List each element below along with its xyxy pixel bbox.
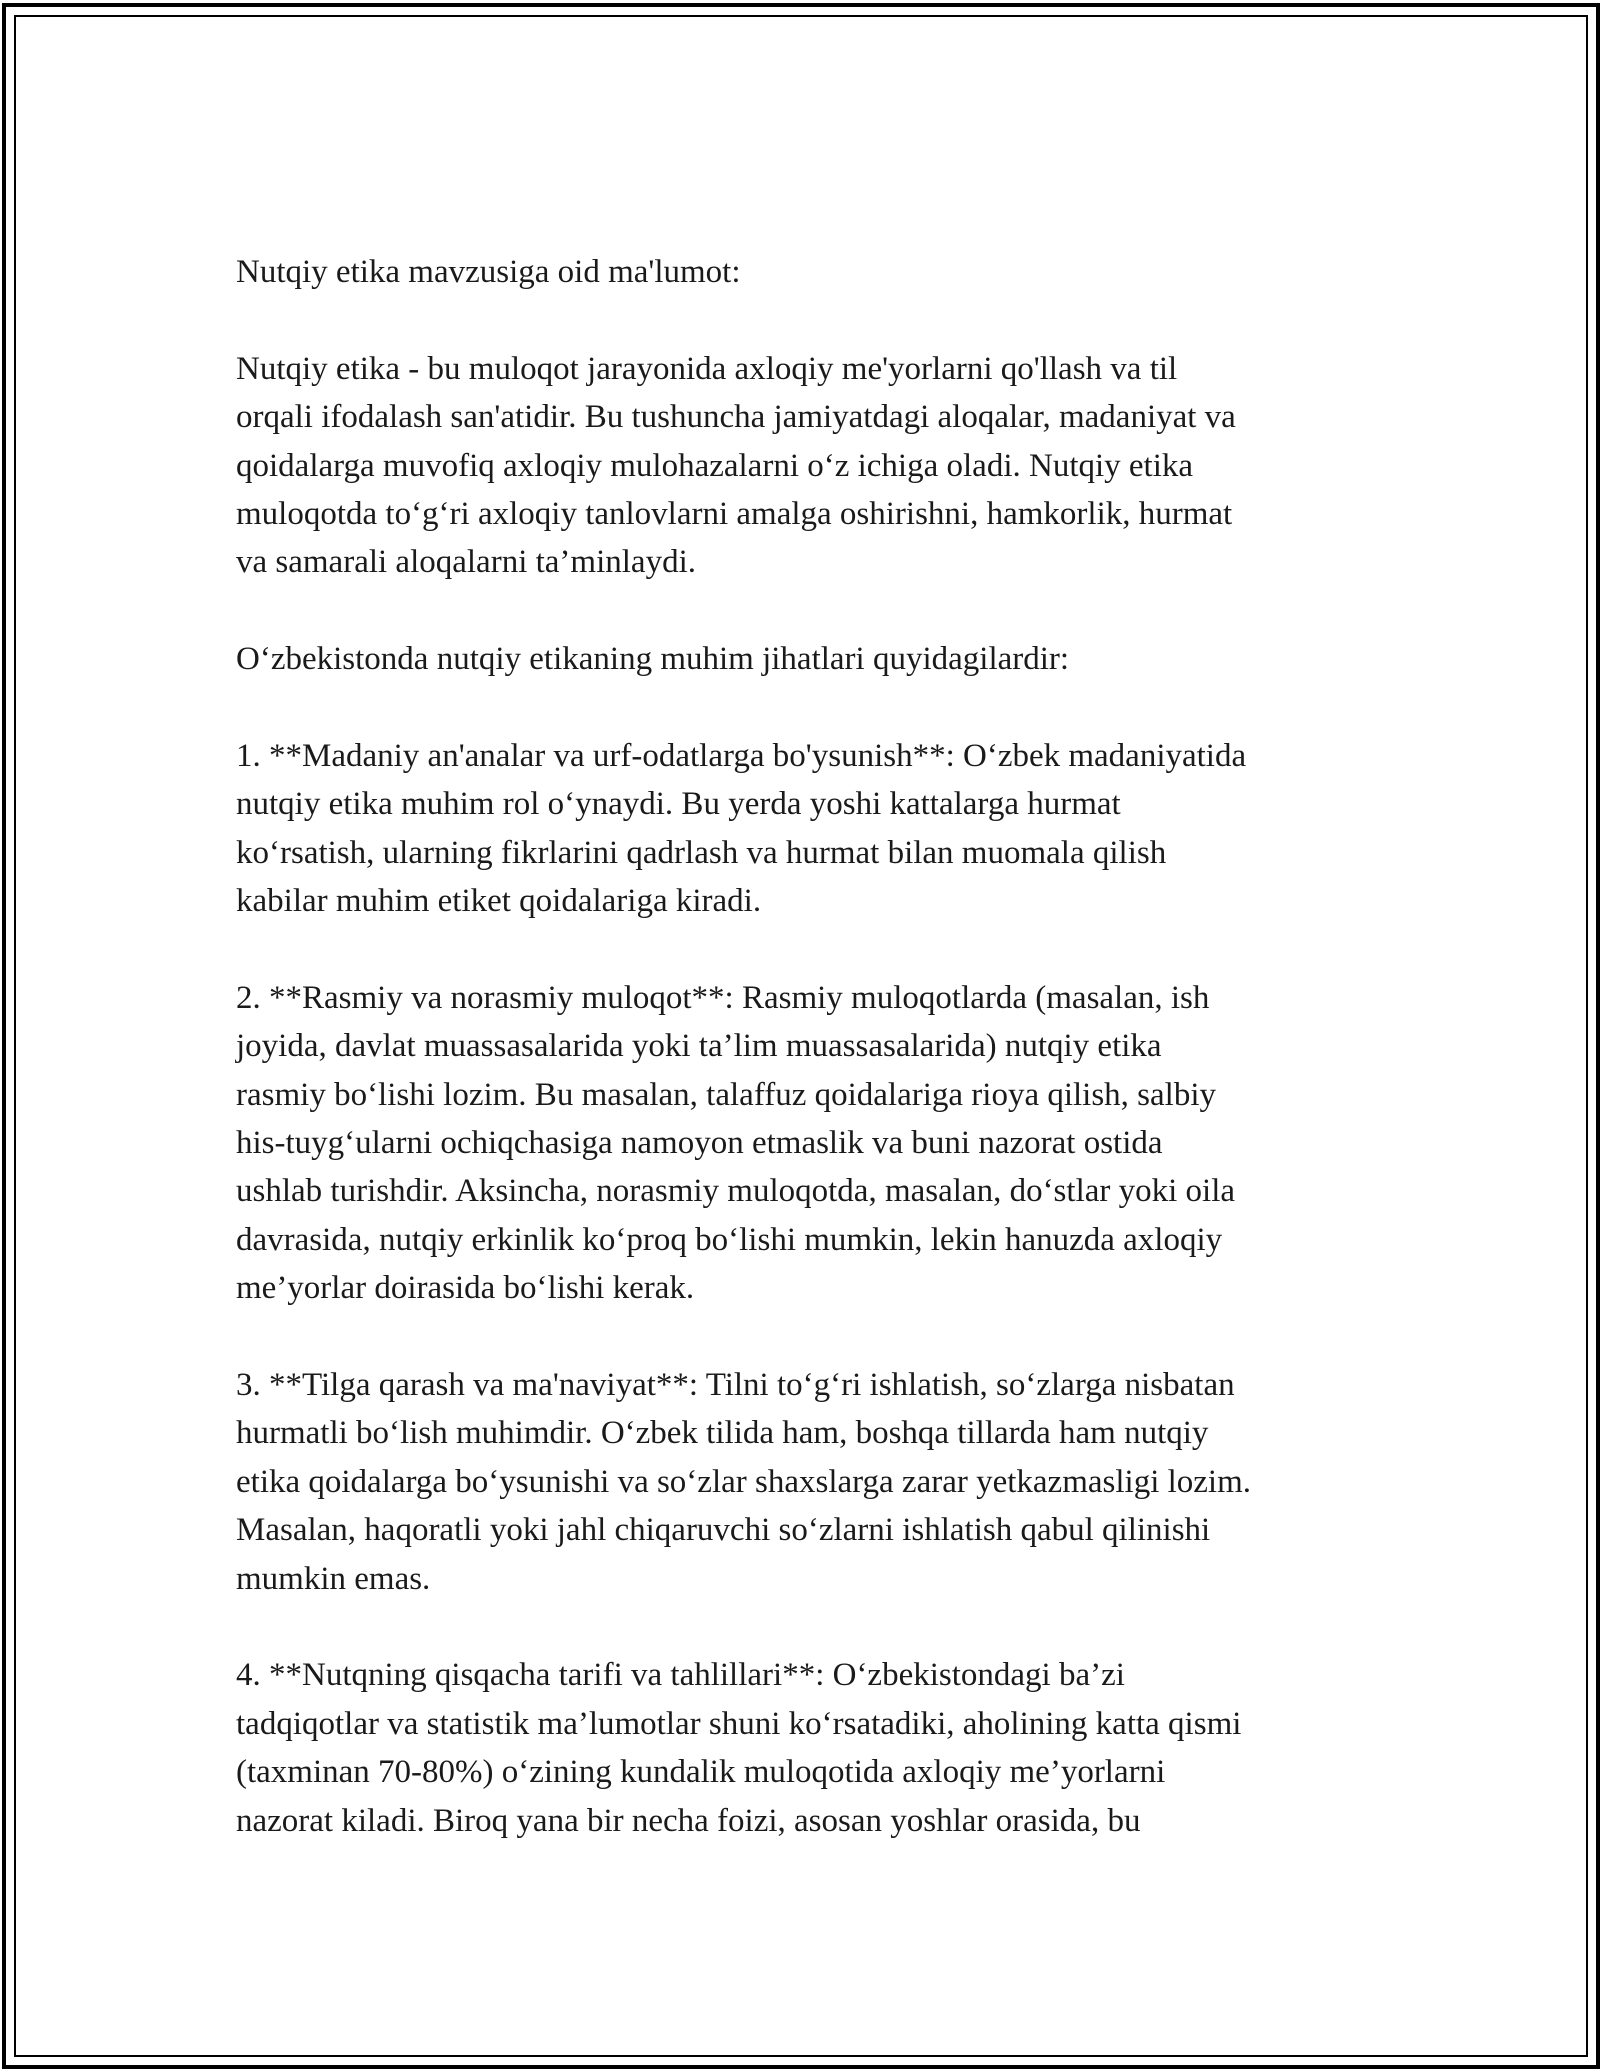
point-line: mumkin emas. [236, 1560, 431, 1597]
point-line: ushlab turishdir. Aksincha, norasmiy muloqotda, masalan, doʻstlar yoki oila [236, 1173, 1236, 1210]
point-line: rasmiy boʻlishi lozim. Bu masalan, talaffuz qoidalariga rioya qilish, salbiy [236, 1076, 1217, 1113]
point-line: nazorat kiladi. Biroq yana bir necha foizi, asosan yoshlar orasida, bu [236, 1802, 1141, 1839]
intro-paragraph [236, 345, 1386, 587]
intro-line: va samarali aloqalarni ta’minlaydi. [236, 544, 696, 581]
point-line: nutqiy etika muhim rol oʻynaydi. Bu yerda yoshi kattalarga hurmat [236, 786, 1121, 823]
paragraph-gap [236, 1313, 1386, 1361]
paragraph-gap [236, 925, 1386, 973]
intro-line: Nutqiy etika - bu muloqot jarayonida axloqiy me'yorlarni qo'llash va til [236, 350, 1178, 387]
point-4-paragraph [236, 1651, 1386, 1845]
point-line: (taxminan 70-80%) oʻzining kundalik muloqotida axloqiy me’yorlarni [236, 1754, 1166, 1791]
paragraph-gap [236, 296, 1386, 344]
document-body [236, 248, 1386, 1845]
point-line: davrasida, nutqiy erkinlik koʻproq boʻlishi mumkin, lekin hanuzda axloqiy [236, 1221, 1223, 1258]
intro-line: muloqotda toʻgʻri axloqiy tanlovlarni amalga oshirishni, hamkorlik, hurmat [236, 495, 1233, 532]
point-line: 1. **Madaniy an'analar va urf-odatlarga bo'ysunish**: Oʻzbek madaniyatida [236, 737, 1247, 774]
document-heading: Nutqiy etika mavzusiga oid ma'lumot: [236, 254, 741, 290]
point-line: his-tuygʻularni ochiqchasiga namoyon etmaslik va buni nazorat ostida [236, 1125, 1163, 1162]
point-line: joyida, davlat muassasalarida yoki ta’lim muassasalarida) nutqiy etika [236, 1028, 1162, 1065]
intro-line: qoidalarga muvofiq axloqiy mulohazalarni oʻz ichiga oladi. Nutqiy etika [236, 447, 1194, 484]
point-3-paragraph [236, 1361, 1386, 1603]
point-2-paragraph [236, 974, 1386, 1313]
point-line: me’yorlar doirasida boʻlishi kerak. [236, 1270, 695, 1307]
point-line: 2. **Rasmiy va norasmiy muloqot**: Rasmiy muloqotlarda (masalan, ish [236, 979, 1210, 1016]
paragraph-gap [236, 587, 1386, 635]
point-line: kabilar muhim etiket qoidalariga kiradi. [236, 883, 762, 920]
point-line: Masalan, haqoratli yoki jahl chiqaruvchi soʻzlarni ishlatish qabul qilinishi [236, 1512, 1211, 1549]
paragraph-gap [236, 684, 1386, 732]
point-line: koʻrsatish, ularning fikrlarini qadrlash va hurmat bilan muomala qilish [236, 834, 1167, 871]
point-line: hurmatli boʻlish muhimdir. Oʻzbek tilida ham, boshqa tillarda ham nutqiy [236, 1415, 1209, 1452]
point-line: 4. **Nutqning qisqacha tarifi va tahlillari**: Oʻzbekistondagi ba’zi [236, 1657, 1125, 1694]
point-line: tadqiqotlar va statistik ma’lumotlar shuni koʻrsatadiki, aholining katta qismi [236, 1705, 1242, 1742]
paragraph-gap [236, 1603, 1386, 1651]
point-line: etika qoidalarga boʻysunishi va soʻzlar shaxslarga zarar yetkazmasligi lozim. [236, 1463, 1252, 1500]
intro-line: orqali ifodalash san'atidir. Bu tushuncha jamiyatdagi aloqalar, madaniyat va [236, 399, 1236, 436]
point-1-paragraph [236, 732, 1386, 926]
document-subheading: Oʻzbekistonda nutqiy etikaning muhim jihatlari quyidagilardir: [236, 641, 1070, 678]
point-line: 3. **Tilga qarash va ma'naviyat**: Tilni toʻgʻri ishlatish, soʻzlarga nisbatan [236, 1366, 1235, 1403]
